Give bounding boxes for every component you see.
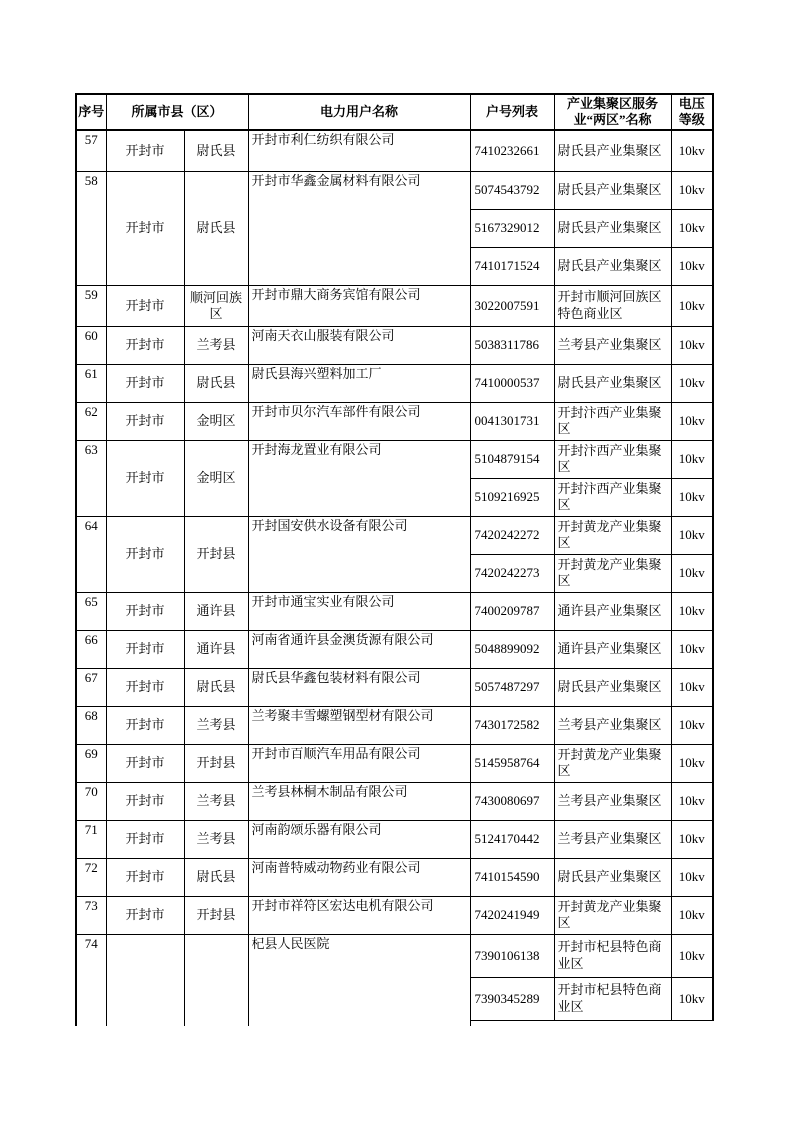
cut-strip-cell bbox=[470, 1020, 554, 1026]
county-cell: 顺河回族区 bbox=[184, 285, 248, 326]
account-number-cell: 7410232661 bbox=[470, 130, 554, 171]
user-name-cell: 尉氏县海兴塑料加工厂 bbox=[248, 364, 470, 402]
user-name-cell: 开封市贝尔汽车部件有限公司 bbox=[248, 402, 470, 440]
account-number-cell: 5167329012 bbox=[470, 209, 554, 247]
table-row bbox=[76, 402, 713, 440]
county-cell: 通许县 bbox=[184, 630, 248, 668]
serial-cell: 66 bbox=[76, 630, 106, 668]
zone-name-cell: 尉氏县产业集聚区 bbox=[554, 130, 671, 171]
table-row bbox=[76, 706, 713, 744]
voltage-cell: 10kv bbox=[671, 820, 713, 858]
account-number-cell: 7410171524 bbox=[470, 247, 554, 285]
serial-cell: 71 bbox=[76, 820, 106, 858]
serial-cell: 63 bbox=[76, 440, 106, 516]
cut-strip-cell bbox=[554, 1020, 671, 1026]
account-number-cell: 5124170442 bbox=[470, 820, 554, 858]
account-number-cell: 7390345289 bbox=[470, 977, 554, 1020]
user-name-cell: 尉氏县华鑫包装材料有限公司 bbox=[248, 668, 470, 706]
table-row bbox=[76, 668, 713, 706]
zone-name-cell: 兰考县产业集聚区 bbox=[554, 782, 671, 820]
zone-name-cell: 尉氏县产业集聚区 bbox=[554, 209, 671, 247]
county-cell: 开封县 bbox=[184, 516, 248, 592]
user-name-cell: 兰考县林桐木制品有限公司 bbox=[248, 782, 470, 820]
account-number-cell: 7430080697 bbox=[470, 782, 554, 820]
city-cell: 开封市 bbox=[106, 364, 184, 402]
table-header bbox=[76, 94, 713, 130]
header-account-list: 户号列表 bbox=[470, 94, 554, 130]
table-row bbox=[76, 592, 713, 630]
table-row bbox=[76, 130, 713, 171]
city-cell: 开封市 bbox=[106, 171, 184, 285]
voltage-cell: 10kv bbox=[671, 364, 713, 402]
county-cell: 兰考县 bbox=[184, 706, 248, 744]
table-row bbox=[76, 630, 713, 668]
zone-name-cell: 尉氏县产业集聚区 bbox=[554, 858, 671, 896]
serial-cell: 69 bbox=[76, 744, 106, 782]
user-name-cell: 开封市百顺汽车用品有限公司 bbox=[248, 744, 470, 782]
account-number-cell: 7390106138 bbox=[470, 934, 554, 977]
user-name-cell: 开封市华鑫金属材料有限公司 bbox=[248, 171, 470, 285]
table-body bbox=[76, 130, 713, 1026]
city-cell: 开封市 bbox=[106, 592, 184, 630]
voltage-cell: 10kv bbox=[671, 977, 713, 1020]
user-name-cell: 开封国安供水设备有限公司 bbox=[248, 516, 470, 592]
voltage-cell: 10kv bbox=[671, 630, 713, 668]
header-zone-name: 产业集聚区服务业“两区”名称 bbox=[554, 94, 671, 130]
zone-name-cell: 开封黄龙产业集聚区 bbox=[554, 896, 671, 934]
voltage-cell: 10kv bbox=[671, 171, 713, 209]
zone-name-cell: 开封汴西产业集聚区 bbox=[554, 478, 671, 516]
zone-name-cell: 开封市顺河回族区特色商业区 bbox=[554, 285, 671, 326]
voltage-cell: 10kv bbox=[671, 478, 713, 516]
voltage-cell: 10kv bbox=[671, 706, 713, 744]
county-cell: 金明区 bbox=[184, 440, 248, 516]
table-row bbox=[76, 364, 713, 402]
account-number-cell: 0041301731 bbox=[470, 402, 554, 440]
city-cell: 开封市 bbox=[106, 820, 184, 858]
zone-name-cell: 尉氏县产业集聚区 bbox=[554, 364, 671, 402]
city-cell: 开封市 bbox=[106, 896, 184, 934]
voltage-cell: 10kv bbox=[671, 554, 713, 592]
user-name-cell: 河南省通许县金澳货源有限公司 bbox=[248, 630, 470, 668]
user-name-cell: 河南韵颂乐器有限公司 bbox=[248, 820, 470, 858]
voltage-cell: 10kv bbox=[671, 516, 713, 554]
city-cell: 开封市 bbox=[106, 130, 184, 171]
serial-cell: 74 bbox=[76, 934, 106, 1026]
account-number-cell: 3022007591 bbox=[470, 285, 554, 326]
header-row bbox=[76, 94, 713, 130]
zone-name-cell: 开封黄龙产业集聚区 bbox=[554, 516, 671, 554]
table-row bbox=[76, 326, 713, 364]
zone-name-cell: 尉氏县产业集聚区 bbox=[554, 247, 671, 285]
account-number-cell: 7410000537 bbox=[470, 364, 554, 402]
zone-name-cell: 开封汴西产业集聚区 bbox=[554, 440, 671, 478]
user-name-cell: 杞县人民医院 bbox=[248, 934, 470, 1026]
table-row bbox=[76, 171, 713, 209]
account-number-cell: 5109216925 bbox=[470, 478, 554, 516]
voltage-cell: 10kv bbox=[671, 782, 713, 820]
header-serial: 序号 bbox=[76, 94, 106, 130]
zone-name-cell: 开封黄龙产业集聚区 bbox=[554, 554, 671, 592]
serial-cell: 59 bbox=[76, 285, 106, 326]
account-number-cell: 7400209787 bbox=[470, 592, 554, 630]
county-cell bbox=[184, 934, 248, 1026]
table-row bbox=[76, 896, 713, 934]
user-name-cell: 开封市利仁纺织有限公司 bbox=[248, 130, 470, 171]
account-number-cell: 5057487297 bbox=[470, 668, 554, 706]
county-cell: 开封县 bbox=[184, 744, 248, 782]
zone-name-cell: 尉氏县产业集聚区 bbox=[554, 668, 671, 706]
voltage-cell: 10kv bbox=[671, 130, 713, 171]
serial-cell: 57 bbox=[76, 130, 106, 171]
user-name-cell: 开封市鼎大商务宾馆有限公司 bbox=[248, 285, 470, 326]
voltage-cell: 10kv bbox=[671, 209, 713, 247]
header-user-name: 电力用户名称 bbox=[248, 94, 470, 130]
account-number-cell: 5104879154 bbox=[470, 440, 554, 478]
serial-cell: 60 bbox=[76, 326, 106, 364]
table-row bbox=[76, 934, 713, 977]
voltage-cell: 10kv bbox=[671, 440, 713, 478]
city-cell: 开封市 bbox=[106, 516, 184, 592]
voltage-cell: 10kv bbox=[671, 896, 713, 934]
county-cell: 兰考县 bbox=[184, 820, 248, 858]
city-cell: 开封市 bbox=[106, 630, 184, 668]
county-cell: 兰考县 bbox=[184, 326, 248, 364]
zone-name-cell: 通许县产业集聚区 bbox=[554, 630, 671, 668]
user-name-cell: 开封市通宝实业有限公司 bbox=[248, 592, 470, 630]
account-number-cell: 5048899092 bbox=[470, 630, 554, 668]
power-users-table bbox=[75, 93, 714, 1026]
serial-cell: 68 bbox=[76, 706, 106, 744]
city-cell: 开封市 bbox=[106, 782, 184, 820]
serial-cell: 72 bbox=[76, 858, 106, 896]
city-cell: 开封市 bbox=[106, 706, 184, 744]
table-row bbox=[76, 285, 713, 326]
voltage-cell: 10kv bbox=[671, 402, 713, 440]
city-cell: 开封市 bbox=[106, 858, 184, 896]
account-number-cell: 5074543792 bbox=[470, 171, 554, 209]
account-number-cell: 5145958764 bbox=[470, 744, 554, 782]
zone-name-cell: 兰考县产业集聚区 bbox=[554, 820, 671, 858]
zone-name-cell: 开封黄龙产业集聚区 bbox=[554, 744, 671, 782]
serial-cell: 67 bbox=[76, 668, 106, 706]
table-row bbox=[76, 820, 713, 858]
table-row bbox=[76, 858, 713, 896]
serial-cell: 73 bbox=[76, 896, 106, 934]
user-name-cell: 开封市祥符区宏达电机有限公司 bbox=[248, 896, 470, 934]
user-name-cell: 河南天衣山服装有限公司 bbox=[248, 326, 470, 364]
zone-name-cell: 兰考县产业集聚区 bbox=[554, 706, 671, 744]
zone-name-cell: 尉氏县产业集聚区 bbox=[554, 171, 671, 209]
account-number-cell: 7410154590 bbox=[470, 858, 554, 896]
zone-name-cell: 通许县产业集聚区 bbox=[554, 592, 671, 630]
table-row bbox=[76, 744, 713, 782]
user-name-cell: 开封海龙置业有限公司 bbox=[248, 440, 470, 516]
city-cell: 开封市 bbox=[106, 285, 184, 326]
zone-name-cell: 开封市杞县特色商业区 bbox=[554, 934, 671, 977]
table-row bbox=[76, 516, 713, 554]
city-cell: 开封市 bbox=[106, 668, 184, 706]
county-cell: 尉氏县 bbox=[184, 130, 248, 171]
account-number-cell: 5038311786 bbox=[470, 326, 554, 364]
city-cell: 开封市 bbox=[106, 402, 184, 440]
account-number-cell: 7430172582 bbox=[470, 706, 554, 744]
county-cell: 尉氏县 bbox=[184, 364, 248, 402]
voltage-cell: 10kv bbox=[671, 744, 713, 782]
serial-cell: 70 bbox=[76, 782, 106, 820]
account-number-cell: 7420241949 bbox=[470, 896, 554, 934]
voltage-cell: 10kv bbox=[671, 247, 713, 285]
city-cell: 开封市 bbox=[106, 744, 184, 782]
county-cell: 尉氏县 bbox=[184, 668, 248, 706]
voltage-cell: 10kv bbox=[671, 326, 713, 364]
serial-cell: 62 bbox=[76, 402, 106, 440]
city-cell: 开封市 bbox=[106, 326, 184, 364]
voltage-cell: 10kv bbox=[671, 668, 713, 706]
county-cell: 开封县 bbox=[184, 896, 248, 934]
county-cell: 通许县 bbox=[184, 592, 248, 630]
serial-cell: 61 bbox=[76, 364, 106, 402]
serial-cell: 58 bbox=[76, 171, 106, 285]
voltage-cell: 10kv bbox=[671, 285, 713, 326]
county-cell: 兰考县 bbox=[184, 782, 248, 820]
city-cell bbox=[106, 934, 184, 1026]
table-row bbox=[76, 782, 713, 820]
user-name-cell: 河南普特威动物药业有限公司 bbox=[248, 858, 470, 896]
header-voltage-level: 电压等级 bbox=[671, 94, 713, 130]
county-cell: 金明区 bbox=[184, 402, 248, 440]
voltage-cell: 10kv bbox=[671, 592, 713, 630]
zone-name-cell: 兰考县产业集聚区 bbox=[554, 326, 671, 364]
header-region: 所属市县（区） bbox=[106, 94, 248, 130]
county-cell: 尉氏县 bbox=[184, 858, 248, 896]
serial-cell: 64 bbox=[76, 516, 106, 592]
voltage-cell: 10kv bbox=[671, 934, 713, 977]
county-cell: 尉氏县 bbox=[184, 171, 248, 285]
zone-name-cell: 开封市杞县特色商业区 bbox=[554, 977, 671, 1020]
zone-name-cell: 开封汴西产业集聚区 bbox=[554, 402, 671, 440]
city-cell: 开封市 bbox=[106, 440, 184, 516]
table-row bbox=[76, 440, 713, 478]
serial-cell: 65 bbox=[76, 592, 106, 630]
cut-strip-cell bbox=[671, 1020, 713, 1026]
user-name-cell: 兰考聚丰雪螺塑钢型材有限公司 bbox=[248, 706, 470, 744]
account-number-cell: 7420242273 bbox=[470, 554, 554, 592]
voltage-cell: 10kv bbox=[671, 858, 713, 896]
account-number-cell: 7420242272 bbox=[470, 516, 554, 554]
